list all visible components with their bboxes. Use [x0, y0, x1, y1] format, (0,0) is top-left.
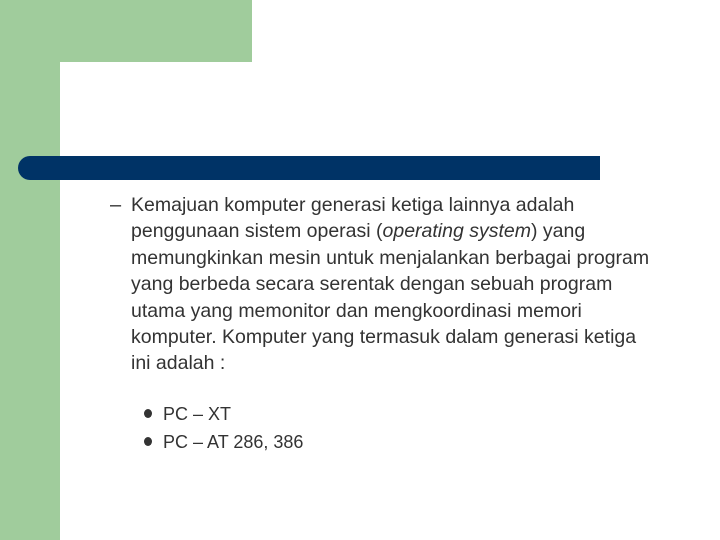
list-item-label: PC – XT — [163, 404, 232, 424]
list-item-label: PC – AT 286, 386 — [163, 432, 304, 452]
bullet-dash: – — [110, 194, 122, 216]
list-item — [144, 400, 303, 428]
paragraph-text-1: Kemajuan komputer generasi ketiga lainnya adalah penggunaan sistem operasi ( — [131, 194, 575, 243]
paragraph-text-2: ) yang memungkinkan mesin untuk menjalankan berbagai program yang berbeda secara serentak dengan sebuah program utama yang memonitor dan mengkoordinasi memori komputer. Komputer yang termasuk dalam generasi ketiga ini adalah : — [131, 220, 650, 375]
sub-bullet-list — [144, 400, 303, 456]
paragraph-italic-term: operating system — [382, 220, 531, 243]
main-paragraph — [131, 192, 661, 377]
list-item — [144, 428, 303, 456]
bullet-dot-icon — [144, 409, 152, 418]
bullet-dot-icon — [144, 437, 152, 446]
